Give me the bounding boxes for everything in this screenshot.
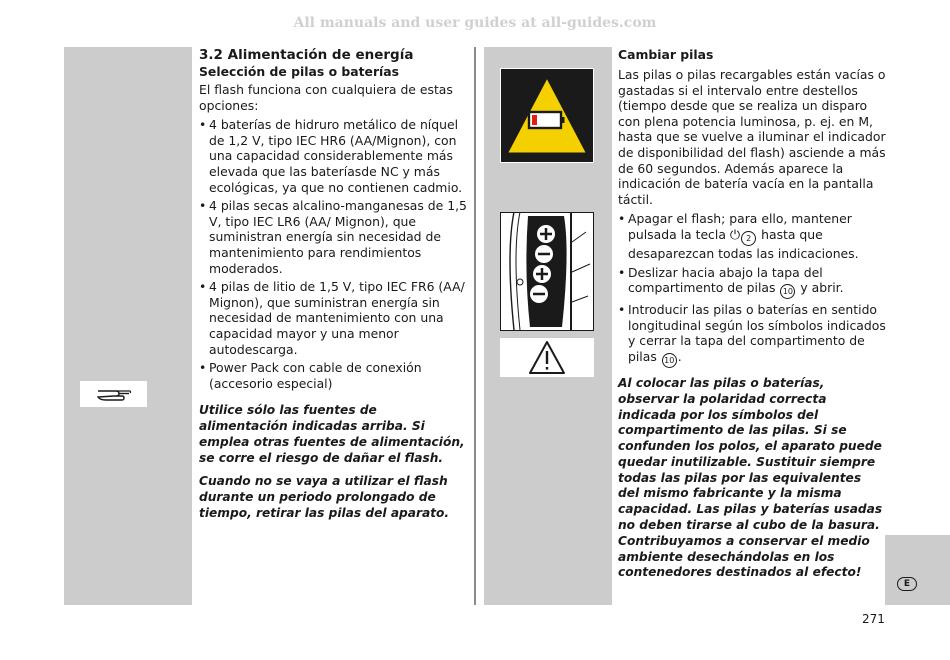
list-item: • Introducir las pilas o baterías en sentido longitudinal según los símbolos indicados y cerrar la tapa del compartimento de pilas 10 . [618,302,886,368]
watermark: All manuals and user guides at all-guides.com [293,15,657,31]
change-batteries-heading: Cambiar pilas [618,47,714,62]
left-margin-bar [64,47,192,605]
warning-text: Utilice sólo las fuentes de alimentación indicadas arriba. Si emplea otras fuentes de alimentación, se corre el riesgo de dañar el flash. [199,403,465,465]
intro-text: El flash funciona con cualquiera de estas opciones: [199,82,453,113]
steps-list [618,211,886,368]
exclamation-warning-icon [500,338,594,377]
right-column [618,47,886,585]
power-options-list [199,117,467,391]
list-item: • 4 pilas de litio de 1,5 V, tipo IEC FR6 (AA/ Mignon), que suministran energía sin necesidad de mantenimiento con una capacidad mayor y una menor autodescarga. [199,279,467,357]
language-badge: E [897,577,917,591]
section-subheading: Selección de pilas o baterías [199,64,400,79]
left-column [199,47,467,526]
list-item: • Power Pack con cable de conexión (accesorio especial) [199,360,467,391]
list-item: • Apagar el flash; para ello, mantener pulsada la tecla ⏻ 2 hasta que desaparezcan todas las indicaciones. [618,211,886,261]
hand-pointer-icon [80,381,147,407]
power-icon: ⏻ [729,227,741,243]
warning-text: Al colocar las pilas o baterías, observar la polaridad correcta indicada por los símbolos del compartimento de las pilas. Si se confunden los polos, el aparato puede quedar inutilizable. Sustituir siempre todas las pilas por las equivalentes del mismo fabricante y la misma capacidad. Las pilas y baterías usadas no deben tirarse al cubo de la basura. Contribuyamos a conservar el medio ambiente desechándolas en los contenedores destinados al efecto! [618,375,883,580]
list-item: • 4 baterías de hidruro metálico de níquel de 1,2 V, tipo IEC HR6 (AA/Mignon), con una capacidad considerablemente más elevada que las bateríasde NC y más ecológicas, ya que no contienen cadmio. [199,117,467,195]
callout-number: 10 [780,284,795,299]
page-number: 271 [862,612,885,626]
list-item: • 4 pilas secas alcalino-manganesas de 1,5 V, tipo IEC LR6 (AA/ Mignon), que suministran energía sin necesidad de mantenimiento para rendimientos moderados. [199,198,467,276]
callout-number: 2 [741,231,756,246]
language-tab [885,535,950,605]
warning-text: Cuando no se vaya a utilizar el flash durante un periodo prolongado de tiempo, retirar las pilas del aparato. [199,474,450,521]
section-heading: 3.2 Alimentación de energía [199,47,414,63]
callout-number: 10 [662,353,677,368]
list-item: • Deslizar hacia abajo la tapa del compartimento de pilas 10 y abrir. [618,265,886,300]
intro-text: Las pilas o pilas recargables están vacías o gastadas si el intervalo entre destellos (tiempo desde que se realiza un disparo con plena potencia luminosa, p. ej. en M, hasta que se vuelve a iluminar el indicador de disponibilidad del flash) asciende a más de 60 segundos. Además aparece la indicación de batería vacía en la pantalla táctil. [618,67,886,207]
battery-low-warning-icon [500,68,594,163]
battery-compartment-icon [500,212,594,331]
column-divider [474,47,476,605]
